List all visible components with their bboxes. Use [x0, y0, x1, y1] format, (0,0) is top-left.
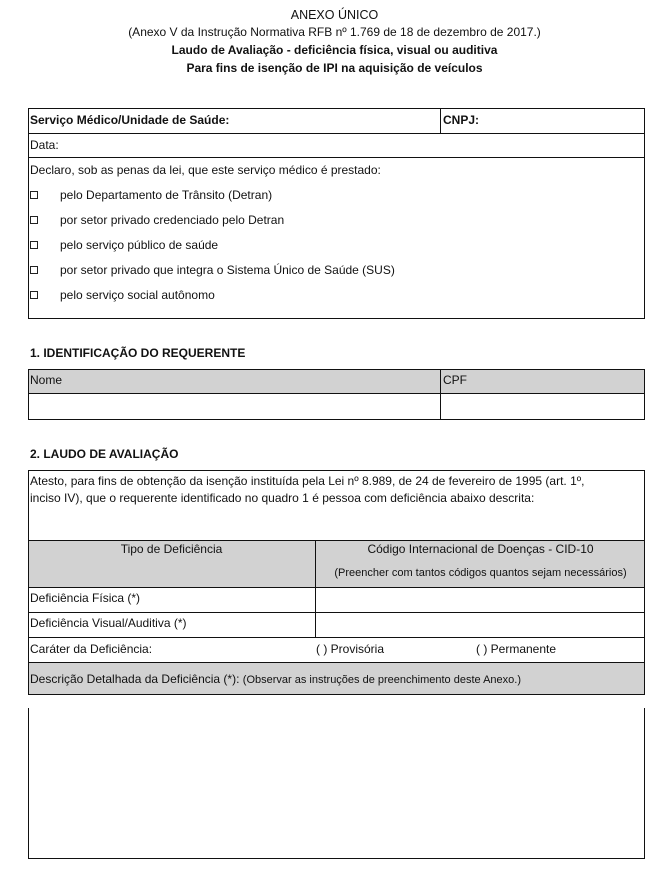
section2-title: 2. LAUDO DE AVALIAÇÃO — [30, 447, 179, 461]
service-field-label[interactable]: Serviço Médico/Unidade de Saúde: — [30, 113, 230, 127]
document-title: ANEXO ÚNICO — [290, 8, 379, 22]
physical-deficiency-label: Deficiência Física (*) — [30, 591, 141, 605]
option-checkbox-sus[interactable] — [30, 266, 38, 274]
option-label-detran: pelo Departamento de Trânsito (Detran) — [60, 188, 273, 202]
declaration-text: Declaro, sob as penas da lei, que este serviço médico é prestado: — [30, 163, 381, 177]
option-label-social-service: pelo serviço social autônomo — [60, 288, 215, 302]
cid-header: Código Internacional de Doenças - CID-10 — [367, 542, 594, 556]
option-checkbox-private-accredited[interactable] — [30, 216, 38, 224]
option-label-sus: por setor privado que integra o Sistema Único de Saúde (SUS) — [60, 263, 395, 277]
attest-text-line2: inciso IV), que o requerente identificado no quadro 1 é pessoa com deficiência abaixo descrita: — [30, 491, 535, 505]
visual-deficiency-label: Deficiência Visual/Auditiva (*) — [30, 616, 187, 630]
report-title: Laudo de Avaliação - deficiência física, visual ou auditiva — [171, 43, 498, 57]
description-label-text: Descrição Detalhada da Deficiência (*): — [30, 672, 240, 686]
visual-cid-cell[interactable] — [317, 614, 644, 636]
section1-title: 1. IDENTIFICAÇÃO DO REQUERENTE — [30, 346, 246, 360]
option-checkbox-public-health[interactable] — [30, 241, 38, 249]
option-label-private-accredited: por setor privado credenciado pelo Detran — [60, 213, 285, 227]
description-label — [30, 672, 521, 687]
description-input-area[interactable] — [30, 710, 642, 856]
permanent-option[interactable]: ( ) Permanente — [476, 642, 557, 656]
cpf-column-label: CPF — [443, 373, 467, 387]
character-label: Caráter da Deficiência: — [30, 642, 153, 656]
cpf-input-cell[interactable] — [441, 394, 644, 419]
report-purpose: Para fins de isenção de IPI na aquisição de veículos — [186, 61, 483, 75]
option-checkbox-social-service[interactable] — [30, 291, 38, 299]
provisional-option[interactable]: ( ) Provisória — [316, 642, 385, 656]
attest-text-line1: Atesto, para fins de obtenção da isenção instituída pela Lei nº 8.989, de 24 de fevereiro de 1995 (art. 1º, — [30, 474, 585, 488]
physical-cid-cell[interactable] — [317, 589, 644, 611]
cid-header-note: (Preencher com tantos códigos quantos sejam necessários) — [334, 567, 627, 579]
name-column-label: Nome — [30, 373, 63, 387]
document-subtitle: (Anexo V da Instrução Normativa RFB nº 1.769 de 18 de dezembro de 2017.) — [128, 25, 541, 39]
deficiency-type-header: Tipo de Deficiência — [120, 542, 223, 556]
date-field-label[interactable]: Data: — [30, 138, 59, 152]
description-note: (Observar as instruções de preenchimento deste Anexo.) — [242, 674, 521, 686]
option-label-public-health: pelo serviço público de saúde — [60, 238, 219, 252]
cnpj-field-label[interactable]: CNPJ: — [443, 113, 480, 127]
name-input-cell[interactable] — [29, 394, 439, 419]
option-checkbox-detran[interactable] — [30, 191, 38, 199]
